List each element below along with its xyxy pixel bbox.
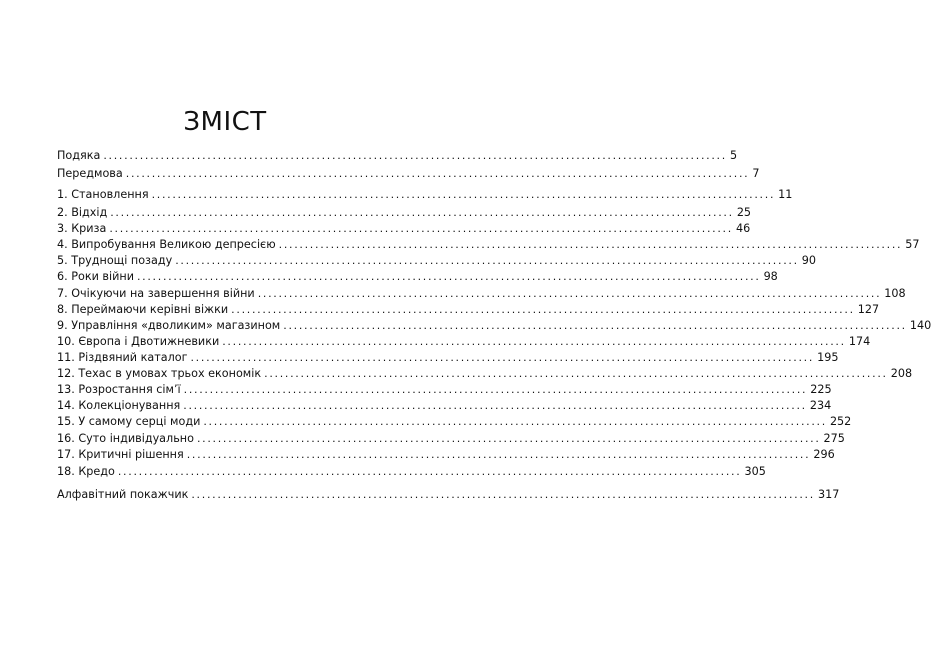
toc-dot-leader: ........................................................................................................................ — [283, 319, 907, 332]
toc-entry-title: 15. У самому серці моди — [57, 415, 201, 428]
toc-entry-title: 8. Переймаючи керівні віжки — [57, 303, 229, 316]
page-title: ЗМІСТ — [183, 107, 267, 137]
toc-entry-title: 11. Різдвяний каталог — [57, 351, 188, 364]
toc-entry-page: 108 — [884, 287, 906, 300]
toc-dot-leader: ........................................................................................................................ — [231, 303, 855, 316]
toc-entry-page: 195 — [817, 351, 839, 364]
toc-entry-title: 14. Колекціонування — [57, 399, 181, 412]
toc-dot-leader: ........................................................................................................................ — [125, 167, 750, 180]
toc-dot-leader: ........................................................................................................................ — [190, 351, 815, 364]
toc-entry — [57, 148, 738, 164]
toc-entry-title: 3. Криза — [57, 222, 107, 235]
toc-entry-title: 2. Відхід — [57, 206, 108, 219]
toc-entry — [57, 366, 913, 382]
toc-entry-title: 5. Труднощі позаду — [57, 254, 173, 267]
toc-dot-leader: ........................................................................................................................ — [203, 415, 827, 428]
toc-dot-leader: ........................................................................................................................ — [222, 335, 846, 348]
toc-entry-page: 7 — [752, 167, 760, 180]
toc-dot-leader: ........................................................................................................................ — [278, 238, 903, 251]
toc-entry-title: 18. Кредо — [57, 465, 115, 478]
toc-dot-leader: ........................................................................................................................ — [103, 149, 727, 162]
toc-entry — [57, 334, 871, 350]
toc-entry — [57, 221, 751, 237]
toc-entry — [57, 205, 752, 221]
toc-entry-title: 9. Управління «дволиким» магазином — [57, 319, 281, 332]
toc-entry — [57, 166, 760, 182]
toc-entry — [57, 382, 832, 398]
toc-dot-leader: ........................................................................................................................ — [196, 432, 821, 445]
toc-entry-page: 252 — [829, 415, 852, 428]
toc-entry — [57, 398, 832, 414]
toc-entry — [57, 464, 766, 480]
toc-entry — [57, 269, 778, 285]
toc-entry-page: 140 — [909, 319, 931, 332]
toc-entry-page: 317 — [817, 488, 840, 501]
toc-entry-page: 275 — [823, 432, 845, 445]
toc-entry-page: 234 — [809, 399, 832, 412]
toc-entry-title: 6. Роки війни — [57, 270, 134, 283]
toc-entry-page: 296 — [813, 448, 835, 461]
toc-entry — [57, 253, 817, 269]
toc-entry-title: 12. Техас в умовах трьох економік — [57, 367, 262, 380]
toc-entry-title: 13. Розростання сім’ї — [57, 383, 181, 396]
toc-entry-title: 10. Європа і Двотижневики — [57, 335, 220, 348]
toc-entry-page: 305 — [744, 465, 766, 478]
toc-entry-title: 4. Випробування Великою депресією — [57, 238, 276, 251]
toc-entry — [57, 350, 839, 366]
toc-dot-leader: ........................................................................................................................ — [191, 488, 815, 501]
toc-entry — [57, 487, 840, 503]
toc-entry — [57, 187, 793, 203]
toc-dot-leader: ........................................................................................................................ — [257, 287, 882, 300]
toc-entry-page: 5 — [729, 149, 738, 162]
toc-entry-title: 16. Суто індивідуально — [57, 432, 194, 445]
toc-entry-title: Алфавітний покажчик — [57, 488, 189, 501]
toc-entry-page: 25 — [736, 206, 752, 219]
toc-entry — [57, 431, 845, 447]
toc-dot-leader: ........................................................................................................................ — [186, 448, 811, 461]
toc-entry — [57, 237, 920, 253]
toc-entry — [57, 414, 852, 430]
toc-dot-leader: ........................................................................................................................ — [264, 367, 888, 380]
toc-entry — [57, 318, 931, 334]
toc-dot-leader: ........................................................................................................................ — [183, 383, 808, 396]
toc-entry-page: 225 — [810, 383, 832, 396]
toc-dot-leader: ........................................................................................................................ — [136, 270, 761, 283]
toc-dot-leader: ........................................................................................................................ — [151, 188, 776, 201]
toc-entry-page: 11 — [778, 188, 793, 201]
toc-entry-page: 98 — [763, 270, 778, 283]
toc-entry-page: 208 — [890, 367, 913, 380]
toc-dot-leader: ........................................................................................................................ — [183, 399, 807, 412]
toc-entry — [57, 302, 880, 318]
toc-entry-page: 127 — [857, 303, 880, 316]
toc-entry-page: 57 — [905, 238, 920, 251]
toc-entry-title: 7. Очікуючи на завершення війни — [57, 287, 255, 300]
toc-entry-page: 90 — [801, 254, 817, 267]
toc-dot-leader: ........................................................................................................................ — [109, 222, 733, 235]
toc-entry-title: 1. Становлення — [57, 188, 149, 201]
toc-dot-leader: ........................................................................................................................ — [117, 465, 742, 478]
toc-entry-title: Подяка — [57, 149, 101, 162]
toc-entry — [57, 286, 906, 302]
toc-entry-page: 46 — [735, 222, 751, 235]
toc-entry — [57, 447, 835, 463]
toc-entry-page: 174 — [848, 335, 871, 348]
toc-entry-title: Передмова — [57, 167, 123, 180]
toc-dot-leader: ........................................................................................................................ — [110, 206, 734, 219]
toc-entry-title: 17. Критичні рішення — [57, 448, 184, 461]
toc-dot-leader: ........................................................................................................................ — [175, 254, 799, 267]
